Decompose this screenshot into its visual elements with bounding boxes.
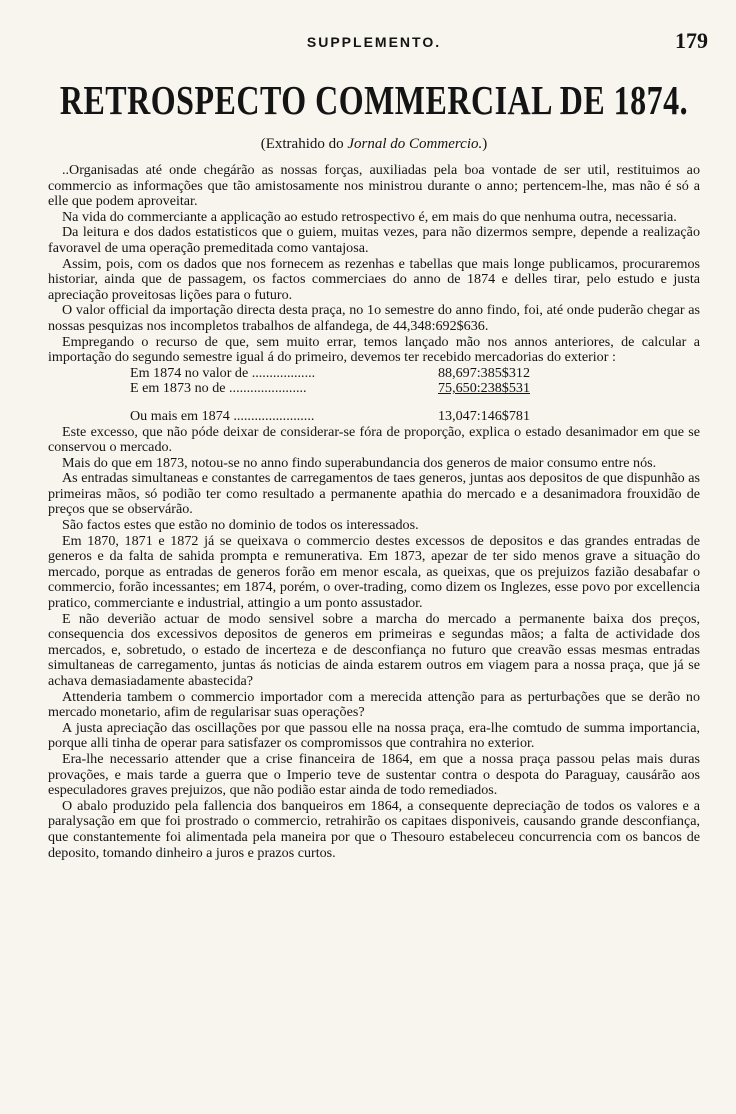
paragraph: Na vida do commerciante a applicação ao estudo retrospectivo é, em mais do que nenhuma outra, necessaria. (62, 208, 677, 225)
paragraph: O abalo produzido pela fallencia dos banqueiros em 1864, a consequente depreciação de todos os valores e a paralysação em que foi prostrado o commercio, retrahirão os capitaes disponiveis, causando grande desconfiança, que constantemente foi alimentada pela maneira por que o Thesouro estabeleceu concurrencia com os bancos de deposito, tomando dinheiro a juros e prazos curtos. (48, 797, 700, 861)
article-subtitle (48, 136, 700, 153)
import-calculation (48, 366, 700, 425)
paragraph: Este excesso, que não póde deixar de considerar-se fóra de proporção, explica o estado desanimador em que se conservou o mercado. (48, 423, 700, 456)
paragraph: Assim, pois, com os dados que nos fornecem as rezenhas e tabellas que mais longe publicamos, procuraremos historiar, ainda que de passagem, os factos commerciaes do anno de 1874 e delles tirar, pelo estudo e justa apreciação proveitosas lições para o futuro. (48, 255, 700, 303)
running-head (48, 28, 708, 56)
calc-value: 13,047:146$781 (437, 407, 530, 424)
calc-label: Ou mais em 1874 ....................... (130, 407, 315, 424)
paragraph: A justa apreciação das oscillações por que passou elle na nossa praça, era-lhe comtudo de summa importancia, porque alli tinha de operar para satisfazer os compromissos que contrahira no exterior. (48, 719, 700, 752)
subtitle-suffix: ) (482, 136, 488, 152)
calc-row-total (48, 409, 530, 425)
paragraph: Era-lhe necessario attender que a crise financeira de 1864, em que a nossa praça passou pelas mais duras provações, e mais tarde a guerra que o Imperio teve de sustentar contra o despota do Paraguay, causárão aos especuladores graves prejuizos, que não podião estar ainda de todo remediados. (48, 750, 700, 799)
subtitle-gap: o (336, 136, 348, 152)
calc-label: E em 1873 no de ...................... (130, 380, 307, 397)
paragraph: As entradas simultaneas e constantes de carregamentos de taes generos, juntas aos depositos de que dispunhão as primeiras mãos, só podião ter como resultado a permanente apathia do mercado e a desanimadora frouxidão de preços que se observárão. (48, 470, 700, 518)
article-body (48, 163, 700, 861)
paragraph: ..Organisadas até onde chegárão as nossas forças, auxiliadas pela boa vontade de ser util, restituimos ao commercio as informações que tão amistosamente nos ministrou durante o anno; pertencem-lhe, mas não é só a elle que podem aproveitar. (48, 162, 700, 210)
paragraph: Mais do que em 1873, notou-se no anno findo superabundancia dos generos de maior consumo entre nós. (62, 454, 657, 471)
calc-row-1873 (48, 381, 530, 397)
paragraph: E não deverião actuar de modo sensivel sobre a marcha do mercado a permanente baixa dos preços, consequencia dos excessivos depositos de generos em primeiras e segundas mãos; a falta de actividade dos mercados, e, sobretudo, o estado de incerteza e de desconfiança no futuro que creavão essas mesmas entradas simultaneas de carregamento, juntas ás noticias de ainda estarem outros em viagem para a nossa praça, que já se achava demasiadamente abastecida? (48, 610, 700, 689)
calc-label: Em 1874 no valor de .................. (130, 364, 316, 381)
subtitle-source: Jornal do Commercio. (347, 136, 483, 152)
paragraph: Em 1870, 1871 e 1872 já se queixava o commercio destes excessos de depositos e das grandes entradas de generos e da falta de sahida prompta e remunerativa. Em 1873, apezar de ter sido menos grave a situação do mercado, porque as entradas de generos forão em menor escala, as queixas, que os prejuizos fazião desabafar o commercio, forão incessantes; em 1874, porém, o over-trading, como dizem os Inglezes, esse povo por excellencia pratico, commerciante e industrial, attingio a um ponto assustador. (48, 532, 700, 612)
calc-value: 88,697:385$312 (437, 364, 530, 381)
calc-row-1874 (48, 366, 530, 382)
paragraph: Attenderia tambem o commercio importador com a merecida attenção para as perturbações que se derão no mercado monetario, afim de regularisar suas operações? (48, 688, 700, 721)
section-name: SUPPLEMENTO. (306, 34, 442, 50)
page-number: 179 (675, 28, 708, 53)
article-title: RETROSPECTO COMMERCIAL DE 1874. (59, 76, 689, 124)
subtitle-prefix: (Extrahido d (260, 136, 337, 152)
paragraph: Empregando o recurso de que, sem muito errar, temos lançado mão nos annos anteriores, de calcular a importação do segundo semestre igual á do primeiro, devemos ter recebido mercadorias do exterior : (48, 333, 700, 366)
paragraph: O valor official da importação directa desta praça, no 1o semestre do anno findo, foi, até onde puderão chegar as nossas pesquizas nos incompletos trabalhos de alfandega, de 44,348:692$636. (48, 302, 700, 334)
newspaper-page (48, 28, 708, 861)
paragraph: Da leitura e dos dados estatisticos que o guiem, muitas vezes, para não dizermos sempre, depende a realização favoravel de uma operação premeditada como vantajosa. (48, 224, 700, 256)
calc-value: 75,650:238$531 (437, 380, 530, 397)
paragraph: São factos estes que estão no dominio de todos os interessados. (62, 517, 419, 534)
